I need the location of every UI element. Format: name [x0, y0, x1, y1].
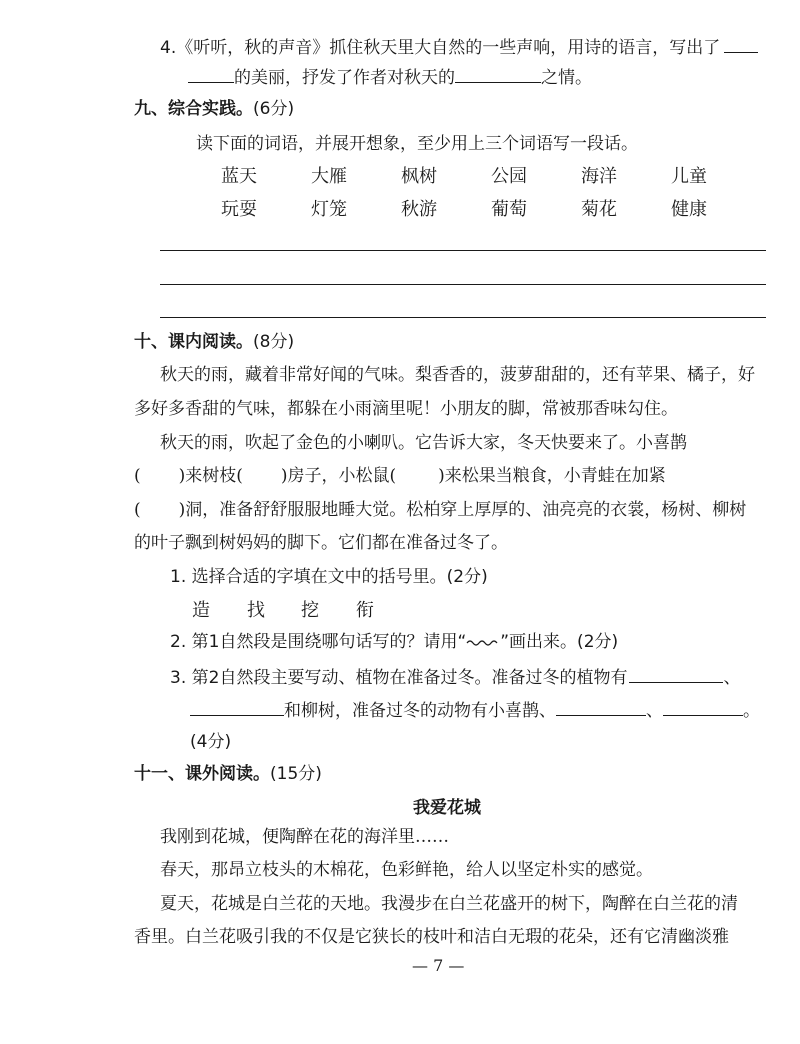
word: 葡萄 [491, 199, 527, 220]
text-seg: )房子，小松鼠( [280, 466, 397, 486]
choice-char: 造 [192, 600, 210, 621]
word: 儿童 [671, 166, 707, 187]
q3-sep-2: 、 [646, 701, 663, 721]
q4-line1 [160, 38, 758, 57]
section10-score: (8分) [253, 332, 295, 352]
writing-line-3 [160, 317, 766, 318]
word: 健康 [671, 199, 707, 220]
s10-q1: 1. 选择合适的字填在文中的括号里。(2分) [170, 567, 488, 587]
section9-heading [134, 101, 294, 118]
word: 大雁 [311, 166, 347, 187]
paren-open: ( [134, 466, 141, 486]
s10-p2-line4: 的叶子飘到树妈妈的脚下。它们都在准备过冬了。 [134, 533, 508, 553]
writing-line-2 [160, 284, 766, 285]
s11-p2: 春天，那昂立枝头的木棉花，色彩鲜艳，给人以坚定朴实的感觉。 [160, 860, 653, 880]
q4-blank-2 [188, 68, 234, 83]
section9-prompt: 读下面的词语，并展开想象，至少用上三个词语写一段话。 [196, 134, 638, 154]
q3-text-2: 和柳树，准备过冬的动物有小喜鹊、 [284, 701, 556, 721]
s10-p1-line1: 秋天的雨，藏着非常好闻的气味。梨香香的，菠萝甜甜的，还有苹果、橘子，好 [160, 365, 755, 385]
section11-title: 十一、课外阅读。 [134, 764, 270, 784]
writing-line-1 [160, 250, 766, 251]
word: 秋游 [401, 199, 437, 220]
passage-title: 我爱花城 [413, 798, 481, 818]
section10-title: 十、课内阅读。 [134, 332, 253, 352]
section9-score: (6分) [253, 99, 295, 119]
s10-q3-line1 [170, 668, 740, 687]
word: 玩耍 [221, 199, 257, 220]
s10-q3-line2 [190, 701, 760, 720]
q4-blank-1 [724, 38, 758, 53]
s11-p3-line2: 香里。白兰花吸引我的不仅是它狭长的枝叶和洁白无瑕的花朵，还有它清幽淡雅 [134, 927, 729, 947]
section11-heading [134, 766, 322, 783]
word: 海洋 [581, 166, 617, 187]
q3-text: 3. 第2自然段主要写动、植物在准备过冬。准备过冬的植物有 [170, 668, 628, 688]
section11-score: (15分) [270, 764, 322, 784]
wavy-line-icon [466, 637, 500, 647]
s10-p2-line3 [134, 502, 746, 519]
q3-blank-3 [556, 701, 646, 716]
s11-p1: 我刚到花城，便陶醉在花的海洋里…… [160, 827, 449, 847]
q2-text-a: 2. 第1自然段是围绕哪句话写的？请用“ [170, 632, 467, 652]
word: 公园 [491, 166, 527, 187]
s10-q2 [170, 634, 618, 651]
q4-text-3: 之情。 [541, 68, 592, 88]
q3-blank-1 [629, 668, 723, 683]
word: 菊花 [581, 199, 617, 220]
q2-text-b: ”画出来。(2分) [500, 632, 619, 652]
word: 灯笼 [311, 199, 347, 220]
q3-sep: 、 [723, 668, 741, 688]
s10-p2-line1: 秋天的雨，吹起了金色的小喇叭。它告诉大家，冬天快要来了。小喜鹊 [160, 433, 687, 453]
q4-text-2: 的美丽，抒发了作者对秋天的 [234, 68, 455, 88]
q3-end: 。 [743, 701, 760, 721]
choice-char: 衔 [356, 600, 374, 621]
choice-char: 挖 [301, 600, 319, 621]
s10-p1-line2: 多好多香甜的气味，都躲在小雨滴里呢！小朋友的脚，常被那香味勾住。 [134, 399, 678, 419]
choice-char: 找 [247, 600, 265, 621]
text-seg: )来松果当粮食，小青蛙在加紧 [438, 466, 666, 486]
section10-heading [134, 334, 294, 351]
page-number: — 7 — [412, 956, 465, 975]
s10-q3-score: (4分) [190, 732, 232, 752]
paren-open: ( [134, 500, 141, 520]
s10-p2-line2 [134, 468, 666, 485]
text-seg: )来树枝( [178, 466, 243, 486]
q4-line2 [188, 68, 592, 87]
word: 枫树 [401, 166, 437, 187]
word: 蓝天 [221, 166, 257, 187]
q3-blank-2 [190, 701, 284, 716]
q4-text: 4.《听听，秋的声音》抓住秋天里大自然的一些声响，用诗的语言，写出了 [160, 38, 721, 58]
q3-blank-4 [663, 701, 743, 716]
text-seg: )洞，准备舒舒服服地睡大觉。松柏穿上厚厚的、油亮亮的衣裳，杨树、柳树 [178, 500, 747, 520]
section9-title: 九、综合实践。 [134, 99, 253, 119]
q4-blank-3 [455, 68, 541, 83]
s11-p3-line1: 夏天，花城是白兰花的天地。我漫步在白兰花盛开的树下，陶醉在白兰花的清 [160, 894, 738, 914]
